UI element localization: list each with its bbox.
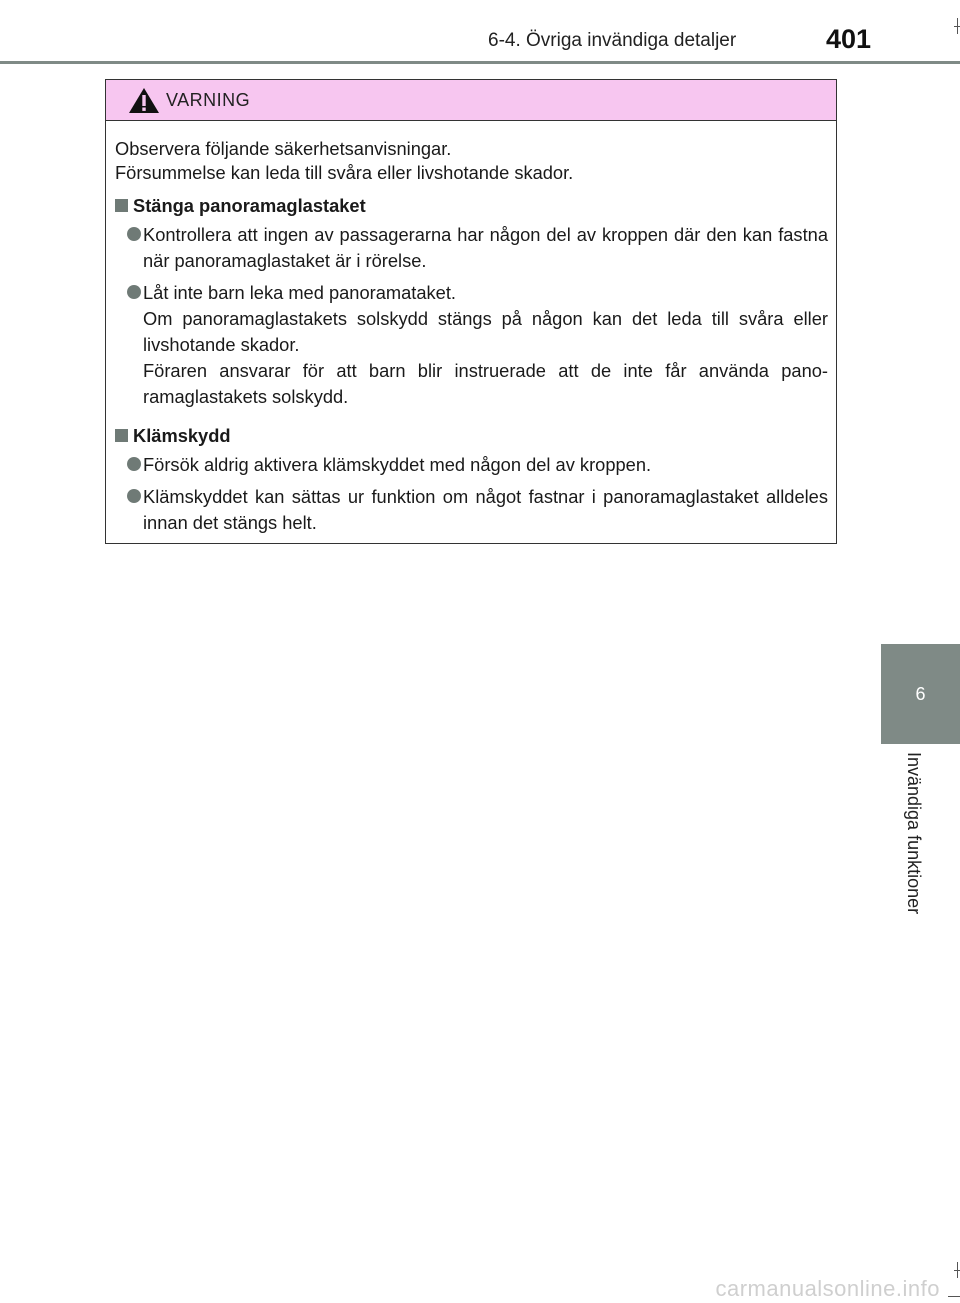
circle-bullet-icon [127,457,141,471]
watermark: carmanualsonline.info [715,1276,940,1301]
warning-header [106,80,836,121]
circle-bullet-icon [127,285,141,299]
square-bullet-icon [115,199,128,212]
warning-title: VARNING [166,90,251,110]
intro-line-1: Observera följande säkerhetsanvisningar. [115,138,452,159]
list-item [115,280,828,410]
circle-bullet-icon [127,489,141,503]
header-section-title: 6-4. Övriga invändiga detaljer [488,30,737,51]
list-item [115,452,828,478]
section-title-klamskydd [115,424,828,448]
page-number: 401 [826,24,872,54]
chapter-number: 6 [915,684,926,704]
section-title-text: Stänga panoramaglastaket [133,195,366,216]
item-text: Låt inte barn leka med panoramataket. [143,282,457,303]
intro-line-2: Försummelse kan leda till svåra eller livshotande skador. [115,162,574,183]
list-item [115,484,828,536]
header-rule [0,61,960,64]
list-item [115,222,828,274]
crop-mark-bottom-h [948,1296,960,1297]
circle-bullet-icon [127,227,141,241]
item-text: Föraren ansvarar för att barn blir instruerade att de inte får använda pano-ramaglastakets solskydd. [143,360,828,407]
section-title-text: Klämskydd [133,425,231,446]
warning-triangle-icon [128,87,160,114]
chapter-label [900,752,924,937]
section-title-panorama [115,194,828,218]
chapter-label-text: Invändiga funktioner [904,752,924,915]
crop-mark-bottom-v [957,1262,958,1278]
item-text: Försök aldrig aktivera klämskyddet med någon del av kroppen. [143,454,652,475]
crop-mark-top-v [957,18,958,34]
warning-body [106,121,836,536]
item-text: Klämskyddet kan sättas ur funktion om något fastnar i panoramaglastaket alldeles innan det stängs helt. [143,486,828,533]
item-text: Kontrollera att ingen av passagerarna har någon del av kroppen där den kan fastna när panoramaglastaket är i rörelse. [143,224,828,271]
warning-box [105,79,837,544]
item-text: Om panoramaglastakets solskydd stängs på någon kan det leda till svåra eller livshotande skador. [143,308,828,355]
chapter-tab [881,644,960,744]
square-bullet-icon [115,429,128,442]
